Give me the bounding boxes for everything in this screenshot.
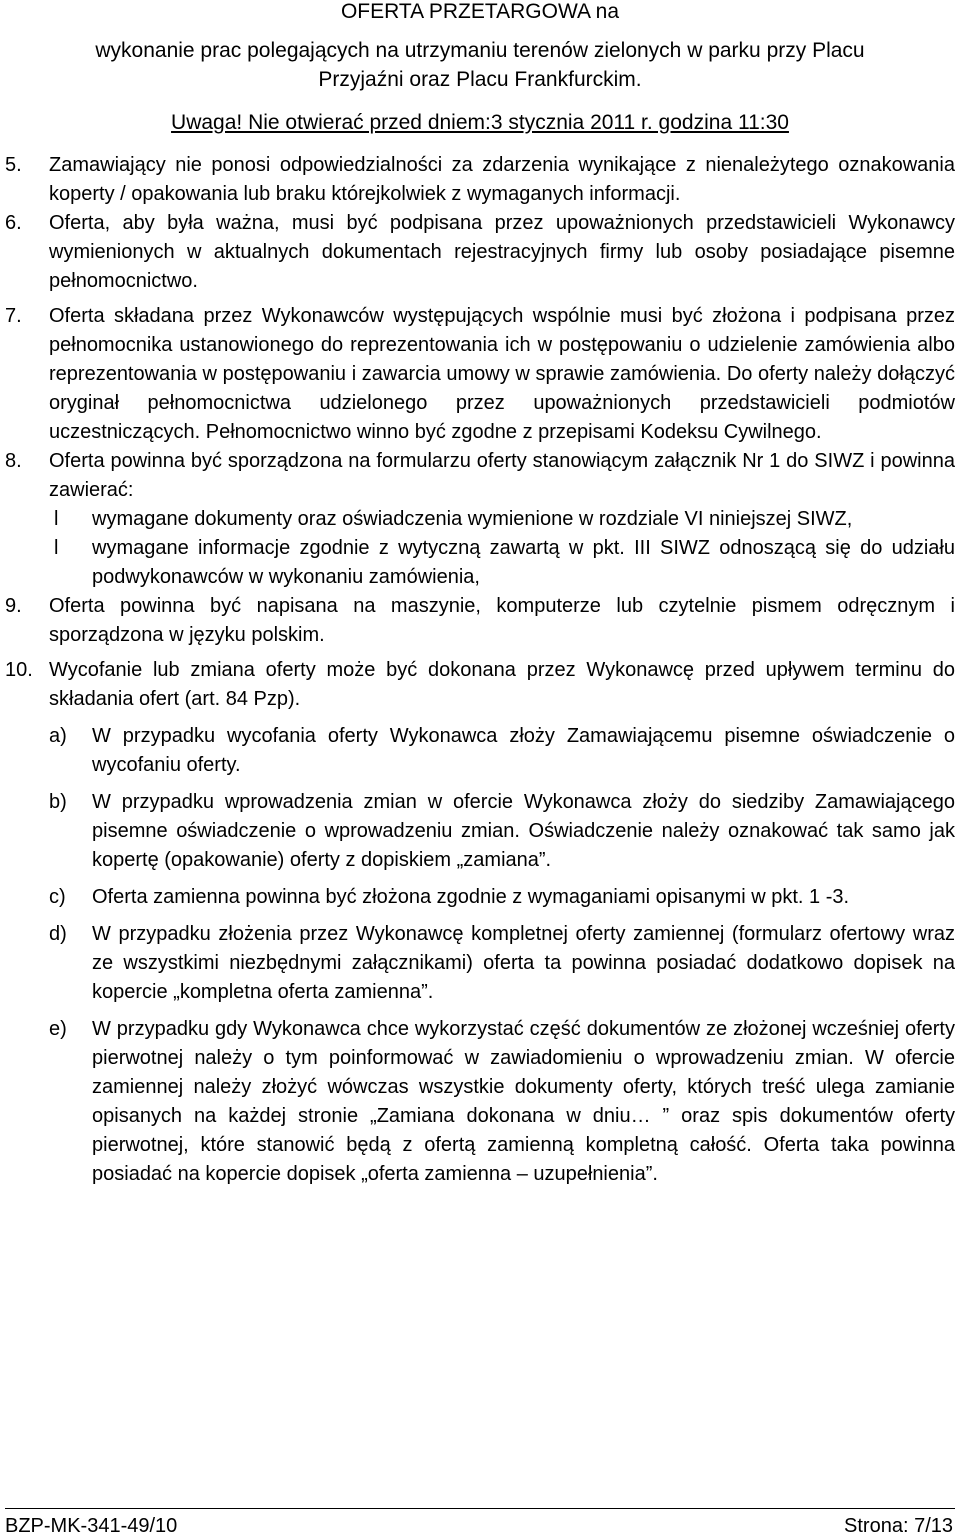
subitem-text: W przypadku wycofania oferty Wykonawca złoży Zamawiającemu pisemne oświadczenie o wycofaniu oferty. (92, 725, 955, 776)
list-item-7 (5, 302, 955, 447)
document-body (5, 151, 955, 1189)
footer-divider (5, 1508, 955, 1509)
subitem-letter: e) (49, 1018, 67, 1040)
bullet-item (49, 505, 955, 534)
document-subtitle-line-1: wykonanie prac polegających na utrzymaniu terenów zielonych w parku przy Placu (95, 39, 865, 62)
item-number: 5. (5, 154, 22, 176)
item-text: Zamawiający nie ponosi odpowiedzialności za zdarzenia wynikające z nienależytego oznakowania koperty / opakowania lub braku którejkolwiek z wymaganych informacji. (49, 154, 955, 205)
subitem-a (49, 722, 955, 780)
bullet-text: wymagane informacje zgodnie z wytyczną zawartą w pkt. III SIWZ odnoszącą się do udziału podwykonawców w wykonaniu zamówienia, (92, 537, 955, 588)
bullet-marker: l (54, 537, 59, 559)
subitem-text: W przypadku gdy Wykonawca chce wykorzystać część dokumentów ze złożonej wcześniej oferty pierwotnej należy o tym poinformować w zawiadomieniu o wprowadzeniu zmian. W ofercie zamiennej należy złożyć wówczas wszystkie dokumenty oferty, których treść ulega zamianie opisanych na każdej stronie „Zamiana dokonana w dniu… ” oraz spis dokumentów oferty pierwotnej, które stanowić będą z ofertą zamienną kompletną całość. Oferta taka powinna posiadać na kopercie dopisek „oferta zamienna – uzupełnienia”. (92, 1018, 955, 1185)
item-number: 8. (5, 450, 22, 472)
bullet-text: wymagane dokumenty oraz oświadczenia wymienione w rozdziale VI niniejszej SIWZ, (92, 508, 853, 530)
document-subtitle-line-2: Przyjaźni oraz Placu Frankfurckim. (318, 68, 642, 91)
list-item-6 (5, 209, 955, 296)
subitem-text: W przypadku wprowadzenia zmian w ofercie Wykonawca złoży do siedziby Zamawiającego pisemne oświadczenie o wprowadzeniu zmian. Oświadczenie należy oznakować tak samo jak kopertę (opakowanie) oferty z dopiskiem „zamiana”. (92, 791, 955, 871)
list-item-9 (5, 592, 955, 650)
item-text: Wycofanie lub zmiana oferty może być dokonana przez Wykonawcę przed upływem terminu do składania ofert (art. 84 Pzp). (49, 659, 955, 710)
document-reference: BZP-MK-341-49/10 (5, 1515, 178, 1537)
item-text: Oferta powinna być sporządzona na formularzu oferty stanowiącym załącznik Nr 1 do SIWZ i powinna zawierać: (49, 450, 955, 501)
item-text: Oferta, aby była ważna, musi być podpisana przez upoważnionych przedstawicieli Wykonawcy wymienionych w aktualnych dokumentach rejestracyjnych firmy lub osoby posiadające pisemne pełnomocnictwo. (49, 212, 955, 292)
list-item-8 (5, 447, 955, 592)
subitem-letter: b) (49, 791, 67, 813)
item-text: Oferta powinna być napisana na maszynie, komputerze lub czytelnie pismem odręcznym i sporządzona w języku polskim. (49, 595, 955, 646)
item-number: 7. (5, 305, 22, 327)
subitem-letter: c) (49, 886, 66, 908)
subitem-b (49, 788, 955, 875)
list-item-5 (5, 151, 955, 209)
item-text: Oferta składana przez Wykonawców występujących wspólnie musi być złożona i podpisana przez pełnomocnika ustanowionego do reprezentowania ich w postępowaniu o udzielenie zamówienia albo reprezentowania w postępowaniu i zawarcia umowy w sprawie zamówienia. Do oferty należy dołączyć oryginał pełnomocnictwa udzielonego przez upoważnionych przedstawicieli podmiotów uczestniczących. Pełnomocnictwo winno być zgodne z przepisami Kodeksu Cywilnego. (49, 305, 955, 443)
subitem-text: W przypadku złożenia przez Wykonawcę kompletnej oferty zamiennej (formularz ofertowy wraz ze wszystkimi niezbędnymi załącznikami) oferta ta powinna posiadać dodatkowo dopisek na kopercie „kompletna oferta zamienna”. (92, 923, 955, 1003)
document-title: OFERTA PRZETARGOWA na (340, 0, 620, 23)
page-number: Strona: 7/13 (844, 1515, 953, 1537)
item-number: 6. (5, 212, 22, 234)
list-item-10 (5, 656, 955, 1189)
item-number: 9. (5, 595, 22, 617)
subitem-letter: d) (49, 923, 67, 945)
bullet-item (49, 534, 955, 592)
bullet-marker: l (54, 508, 59, 530)
subitem-c (49, 883, 955, 912)
item-number: 10. (5, 659, 33, 681)
subitem-d (49, 920, 955, 1007)
subitem-e (49, 1015, 955, 1189)
opening-warning: Uwaga! Nie otwierać przed dniem:3 stycznia 2011 r. godzina 11:30 (171, 111, 789, 134)
subitem-letter: a) (49, 725, 67, 747)
subitem-text: Oferta zamienna powinna być złożona zgodnie z wymaganiami opisanymi w pkt. 1 -3. (92, 886, 850, 908)
